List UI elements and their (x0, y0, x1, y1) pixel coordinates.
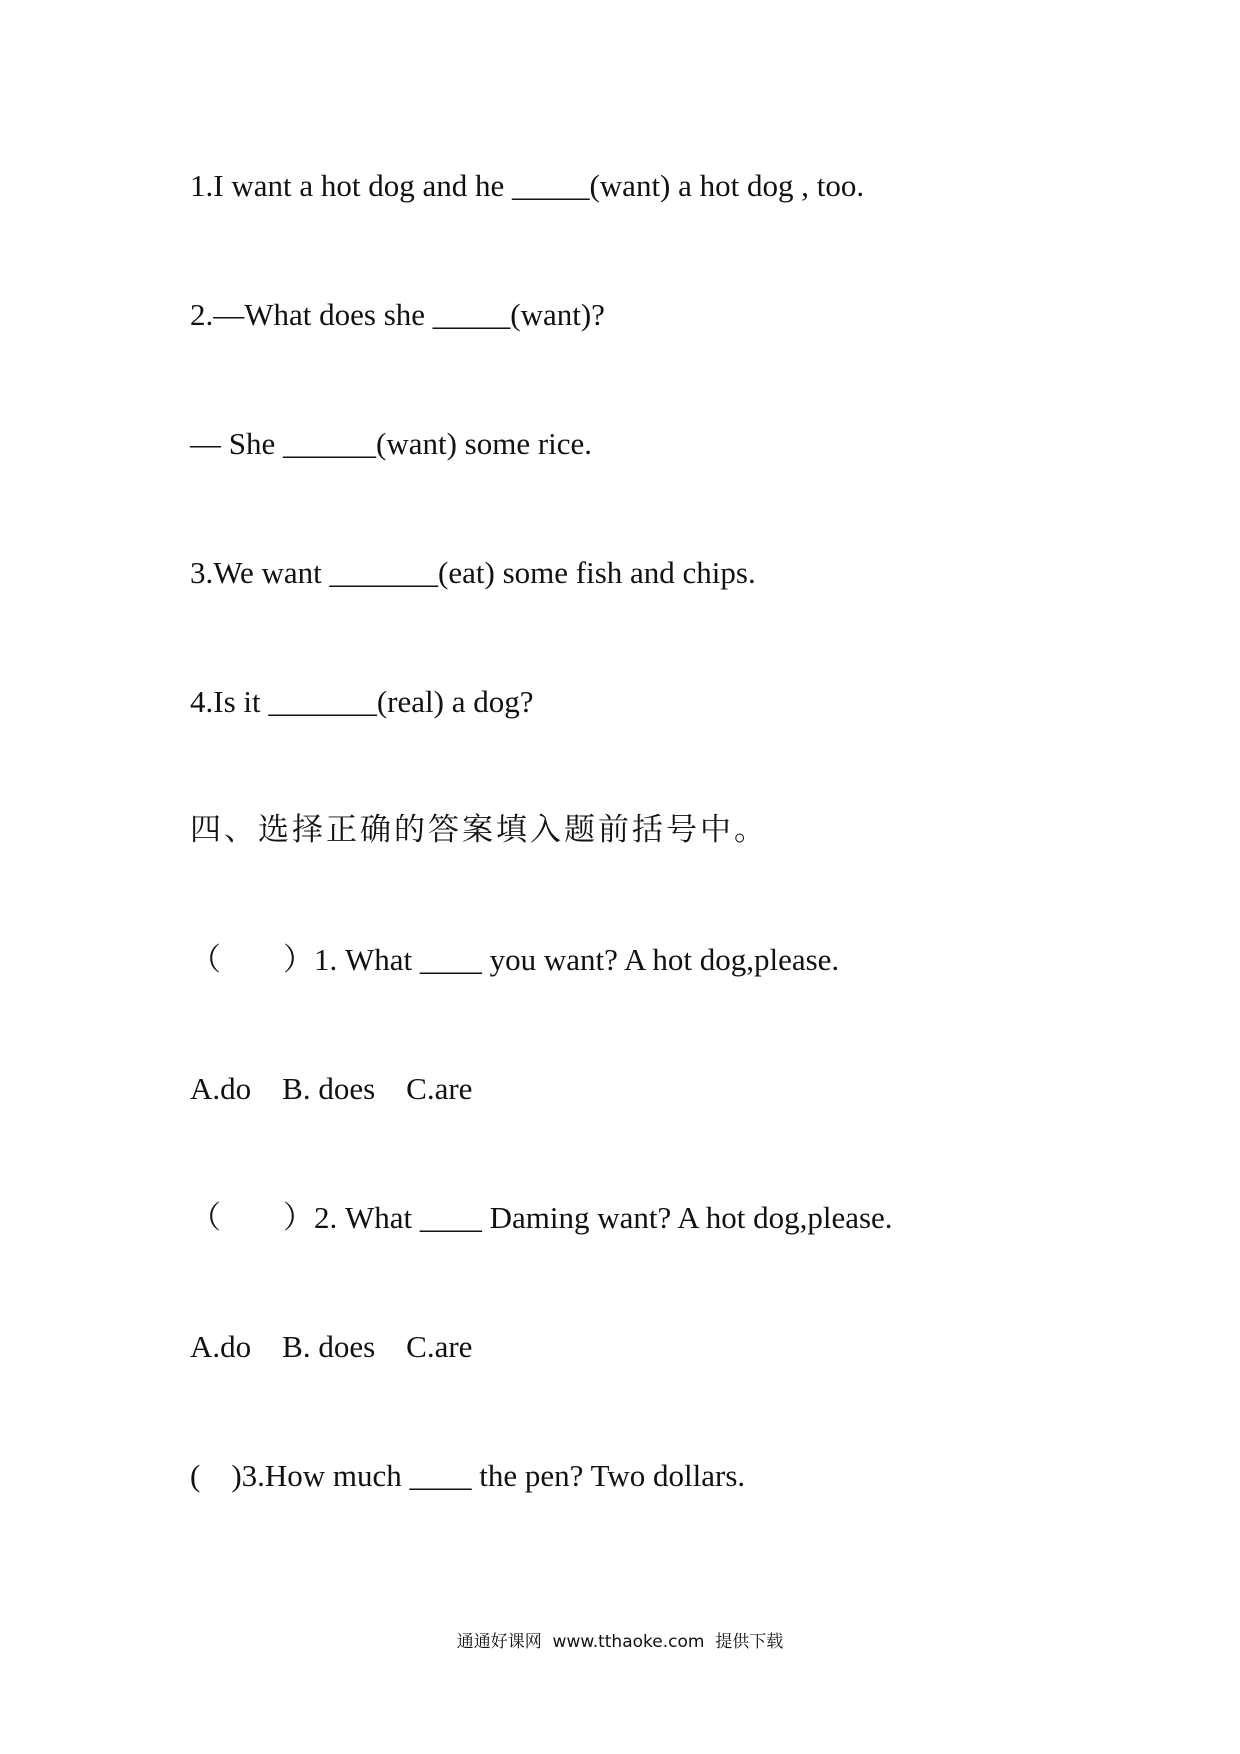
choice-question-1: （ ）1. What ____ you want? A hot dog,please. (190, 942, 840, 977)
page-footer: 通通好课网 www.tthaoke.com 提供下载 (456, 1632, 784, 1652)
choice-question-2: （ ）2. What ____ Daming want? A hot dog,please. (190, 1200, 893, 1235)
choice-question-3: ( )3.How much ____ the pen? Two dollars. (190, 1458, 746, 1493)
fill-in-question-4: 4.Is it _______(real) a dog? (190, 684, 534, 719)
fill-in-question-2-answer: — She ______(want) some rice. (190, 426, 593, 461)
fill-in-question-3: 3.We want _______(eat) some fish and chips. (190, 555, 756, 590)
choice-question-1-options: A.do B. does C.are (190, 1071, 473, 1106)
section-four-heading: 四、选择正确的答案填入题前括号中。 (190, 812, 768, 848)
fill-in-question-2: 2.—What does she _____(want)? (190, 297, 605, 332)
choice-question-2-options: A.do B. does C.are (190, 1329, 473, 1364)
fill-in-question-1: 1.I want a hot dog and he _____(want) a hot dog , too. (190, 168, 865, 203)
